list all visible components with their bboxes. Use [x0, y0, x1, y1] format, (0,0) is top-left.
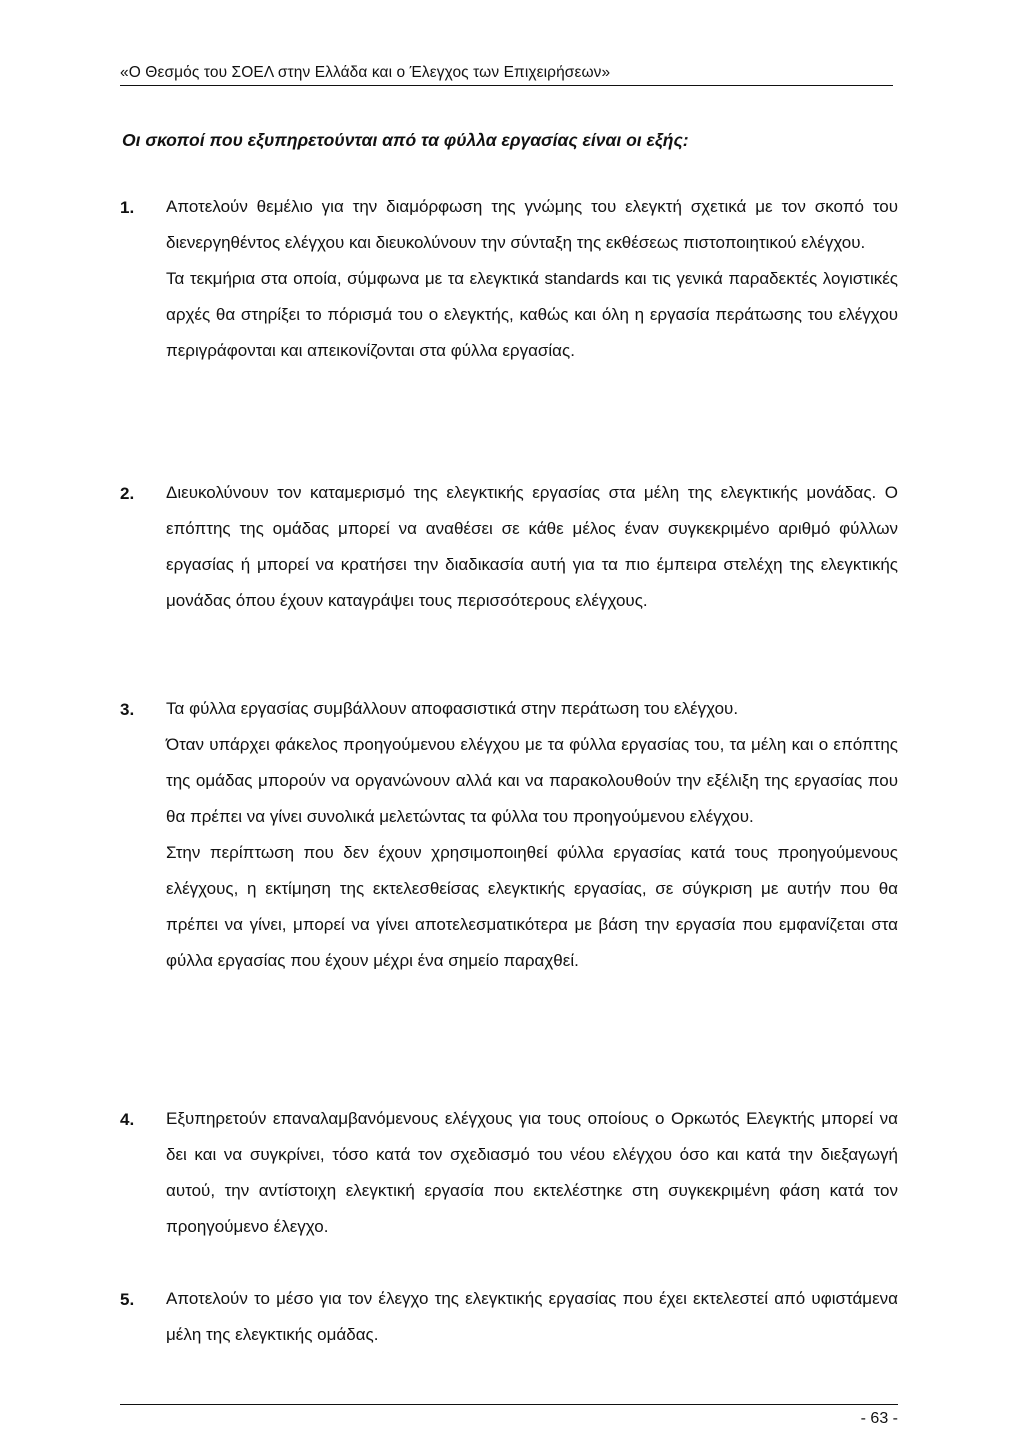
list-item-3 — [120, 700, 898, 979]
section-title: Οι σκοποί που εξυπηρετούνται από τα φύλλα εργασίας είναι οι εξής: — [122, 130, 689, 150]
item-paragraph: Όταν υπάρχει φάκελος προηγούμενου ελέγχου με τα φύλλα εργασίας του, τα μέλη και ο επόπτης της ομάδας μπορούν να οργανώνουν αλλά και να παρακολουθούν την εξέλιξη της εργασίας που θα πρέπει να γίνει συνολικά μελετώντας τα φύλλα του προηγούμενου ελέγχου. — [166, 735, 898, 826]
list-item-2 — [120, 484, 898, 619]
item-number: 2. — [120, 484, 135, 503]
list-item-4 — [120, 1110, 898, 1245]
item-paragraph: Διευκολύνουν τον καταμερισμό της ελεγκτικής εργασίας στα μέλη της ελεγκτικής μονάδας. Ο επόπτης της ομάδας μπορεί να αναθέσει σε κάθε μέλος έναν συγκεκριμένο αριθμό φύλλων εργασίας ή μπορεί να κρατήσει την διαδικασία αυτή για τα πιο έμπειρα στελέχη της ελεγκτικής μονάδας όπου έχουν καταγράψει τους περισσότερους ελέγχους. — [166, 483, 898, 610]
item-paragraph: Εξυπηρετούν επαναλαμβανόμενους ελέγχους για τους οποίους ο Ορκωτός Ελεγκτής μπορεί να δει και να συγκρίνει, τόσο κατά τον σχεδιασμό του νέου ελέγχου όσο και κατά την διεξαγωγή αυτού, την αντίστοιχη ελεγκτική εργασία που εκτελέστηκε στη συγκεκριμένη φάση κατά τον προηγούμενο έλεγχο. — [166, 1109, 898, 1236]
item-paragraph: Τα τεκμήρια στα οποία, σύμφωνα με τα ελεγκτικά standards και τις γενικά παραδεκτές λογιστικές αρχές θα στηρίξει το πόρισμά του ο ελεγκτής, καθώς και όλη η εργασία περάτωσης του ελέγχου περιγράφονται και απεικονίζονται στα φύλλα εργασίας. — [166, 269, 898, 360]
item-paragraph: Αποτελούν το μέσο για τον έλεγχο της ελεγκτικής εργασίας που έχει εκτελεστεί από υφιστάμενα μέλη της ελεγκτικής ομάδας. — [166, 1289, 898, 1344]
footer-divider — [120, 1404, 898, 1405]
running-header: «Ο Θεσμός του ΣΟΕΛ στην Ελλάδα και ο Έλεγχος των Επιχειρήσεων» — [120, 64, 893, 86]
item-number: 5. — [120, 1290, 135, 1309]
list-item-5 — [120, 1290, 898, 1353]
item-number: 1. — [120, 198, 135, 217]
item-number: 4. — [120, 1110, 135, 1129]
item-paragraph: Τα φύλλα εργασίας συμβάλλουν αποφασιστικά στην περάτωση του ελέγχου. — [166, 699, 739, 718]
page-number: - 63 - — [860, 1410, 898, 1427]
item-paragraph: Στην περίπτωση που δεν έχουν χρησιμοποιηθεί φύλλα εργασίας κατά τους προηγούμενους ελέγχους, η εκτίμηση της εκτελεσθείσας ελεγκτικής εργασίας, σε σύγκριση με αυτήν που θα πρέπει να γίνει, μπορεί να γίνει αποτελεσματικότερα με βάση την εργασία που εμφανίζεται στα φύλλα εργασίας που έχουν μέχρι ένα σημείο παραχθεί. — [166, 843, 898, 970]
item-paragraph: Αποτελούν θεμέλιο για την διαμόρφωση της γνώμης του ελεγκτή σχετικά με τον σκοπό του διενεργηθέντος ελέγχου και διευκολύνουν την σύνταξη της εκθέσεως πιστοποιητικού ελέγχου. — [166, 197, 898, 252]
item-number: 3. — [120, 700, 135, 719]
list-item-1 — [120, 198, 898, 369]
